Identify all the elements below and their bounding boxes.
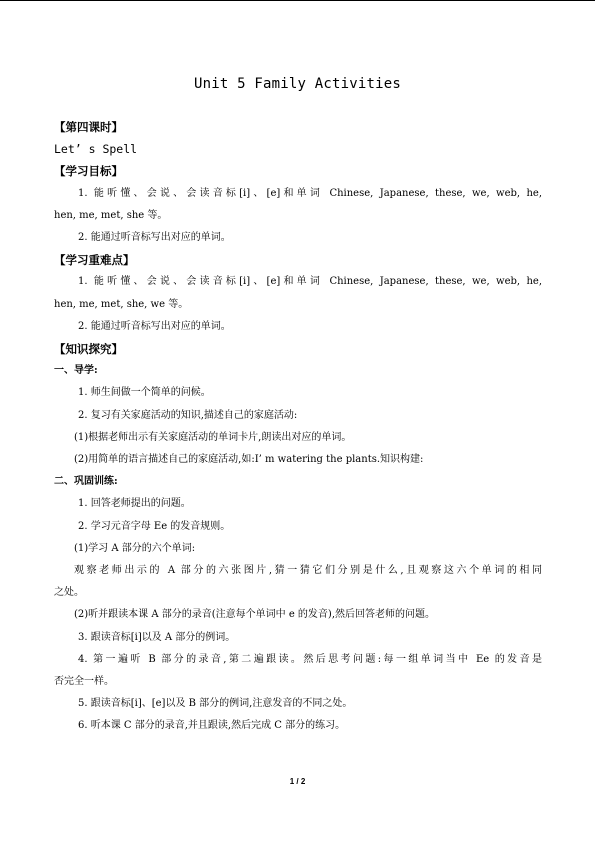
practice-sub-1: (1)学习 A 部分的六个单词: (74, 542, 196, 554)
key-points-item-2: 2. 能通过听音标写出对应的单词。 (78, 320, 231, 332)
practice-item-2: 2. 学习元音字母 Ee 的发音规则。 (78, 520, 231, 532)
explore-heading: 【知识探究】 (54, 342, 123, 357)
lesson-label: 【第四课时】 (54, 120, 123, 134)
practice-item-5: 5. 跟读音标[i]、[e]以及 B 部分的例词,注意发音的不同之处。 (78, 698, 353, 710)
lesson-name: Let’ s Spell (54, 142, 138, 157)
guide-heading: 一、导学: (54, 365, 98, 377)
goals-item-1: 1. 能听懂、会说、会读音标[i]、[e]和单词 Chinese, Japanese, these, we, web, he, (78, 187, 542, 199)
practice-item-4-cont: 否完全一样。 (54, 676, 114, 688)
guide-sub-2: (2)用简单的语言描述自己的家庭活动,如:I’ m watering the plants.知识构建: (74, 454, 424, 466)
practice-item-1: 1. 回答老师提出的问题。 (78, 498, 191, 510)
goals-item-1-cont: hen, me, met, she 等。 (54, 209, 168, 221)
document-body (54, 116, 542, 738)
practice-paragraph: 观察老师出示的 A 部分的六张图片,猜一猜它们分别是什么,且观察这六个单词的相同 (74, 565, 542, 577)
key-points-item-1: 1. 能听懂、会说、会读音标[i]、[e]和单词 Chinese, Japanese, these, we, web, he, (78, 276, 542, 288)
practice-paragraph-cont: 之处。 (54, 587, 84, 599)
page-number: 1 / 2 (289, 777, 306, 786)
key-points-heading: 【学习重难点】 (54, 253, 135, 268)
key-points-item-1-cont: hen, me, met, she, we 等。 (54, 298, 189, 310)
practice-sub-2: (2)听并跟读本课 A 部分的录音(注意每个单词中 e 的发音),然后回答老师的问题。 (74, 609, 436, 621)
practice-heading: 二、巩固训练: (54, 476, 118, 488)
practice-item-4: 4. 第一遍听 B 部分的录音,第二遍跟读。然后思考问题:每一组单词当中 Ee 的发音是 (78, 653, 542, 665)
practice-item-3: 3. 跟读音标[i]以及 A 部分的例词。 (78, 631, 236, 643)
guide-item-1: 1. 师生间做一个简单的问候。 (78, 387, 211, 399)
practice-item-6: 6. 听本课 C 部分的录音,并且跟读,然后完成 C 部分的练习。 (78, 720, 346, 732)
goals-item-2: 2. 能通过听音标写出对应的单词。 (78, 232, 231, 244)
page-title: Unit 5 Family Activities (193, 76, 402, 92)
top-border-line (0, 0, 595, 1)
guide-sub-1: (1)根据老师出示有关家庭活动的单词卡片,朗读出对应的单词。 (74, 431, 352, 443)
goals-heading: 【学习目标】 (54, 164, 123, 179)
guide-item-2: 2. 复习有关家庭活动的知识,描述自己的家庭活动: (78, 409, 298, 421)
